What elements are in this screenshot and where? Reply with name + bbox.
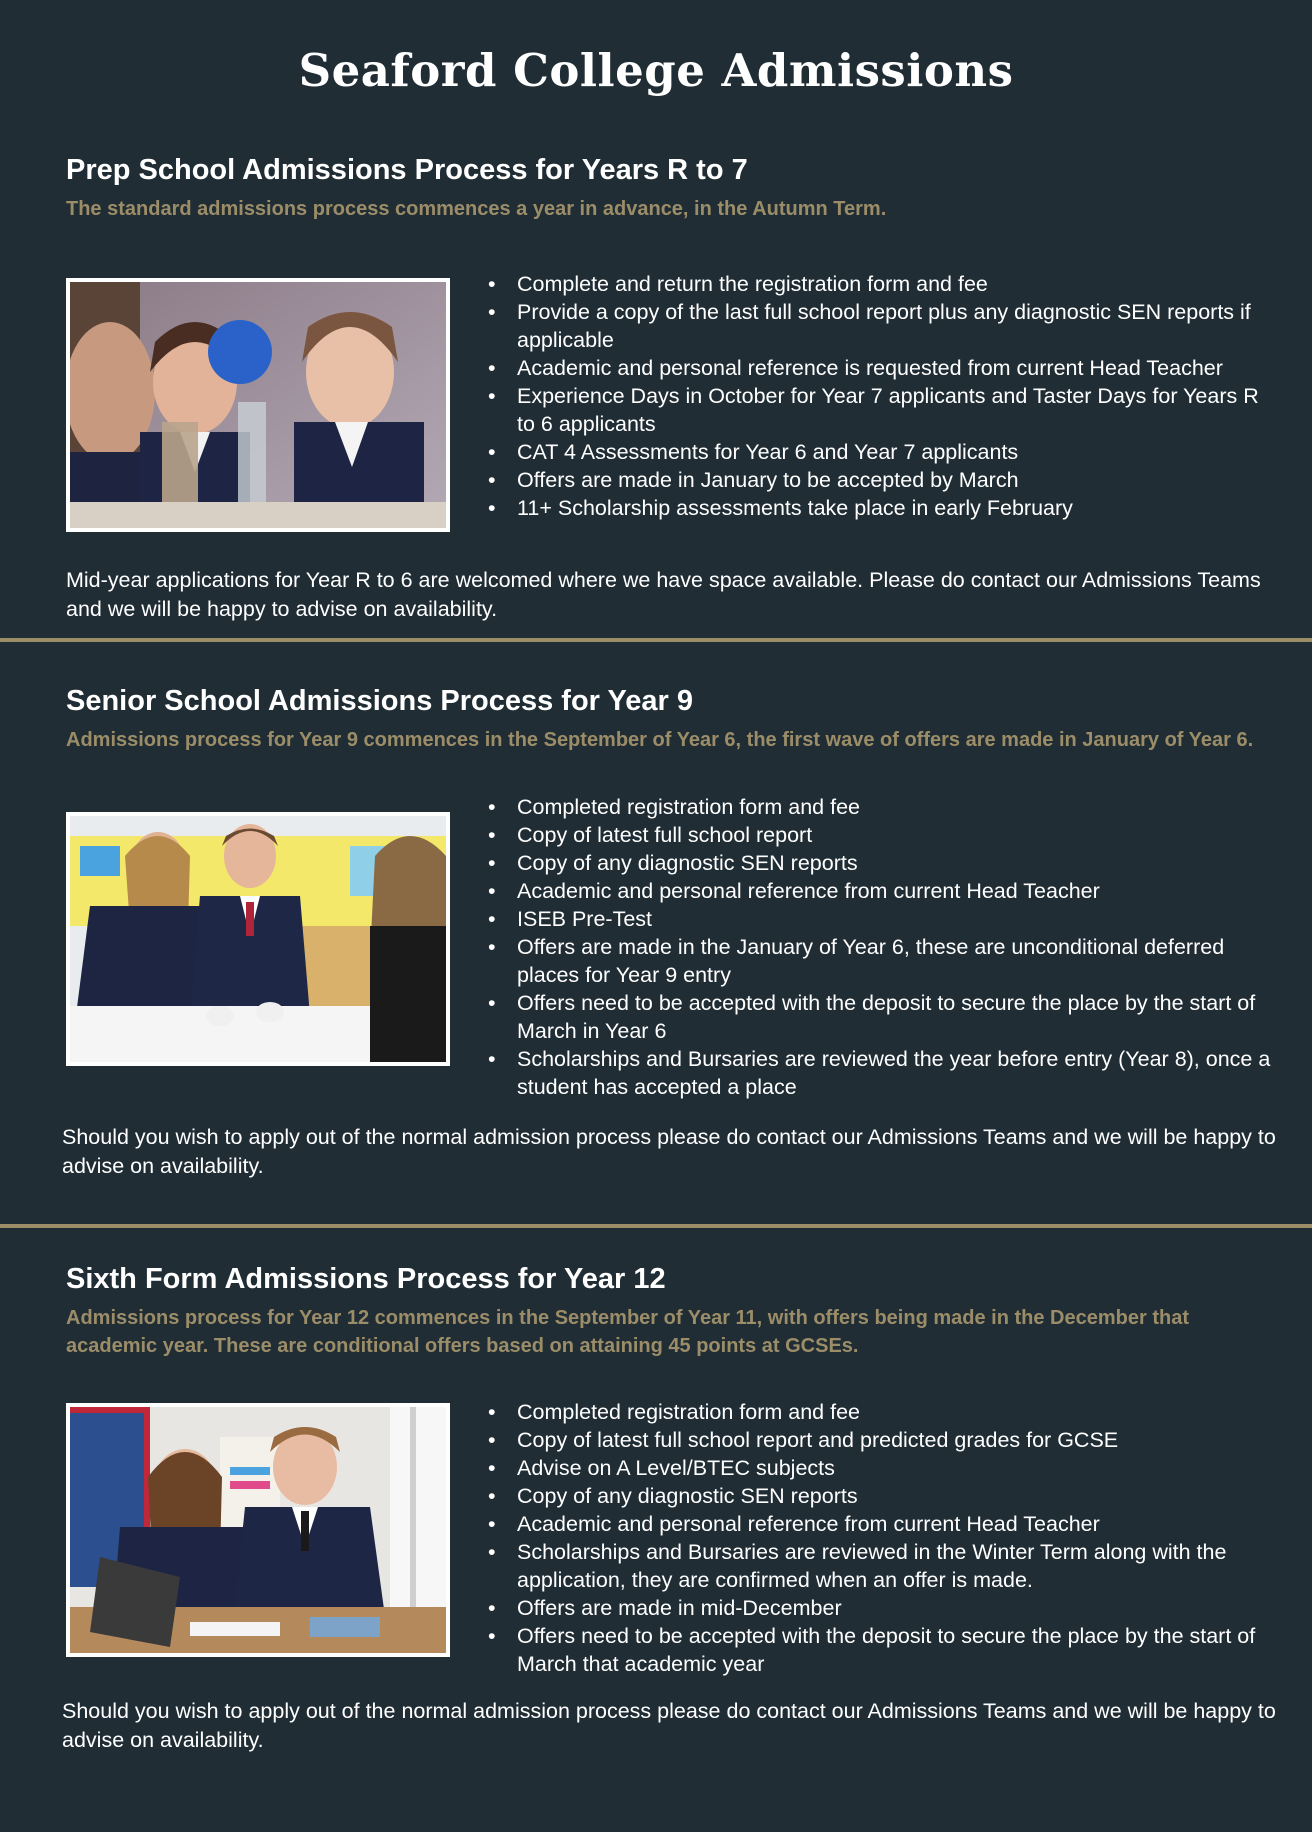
- prep-students-science-photo: [66, 278, 450, 532]
- list-item: • Advise on A Level/BTEC subjects: [486, 1454, 1276, 1482]
- page-title: Seaford College Admissions: [298, 44, 1014, 97]
- section-subtitle: The standard admissions process commences a year in advance, in the Autumn Term.: [66, 198, 887, 220]
- list-item: • Academic and personal reference is requested from current Head Teacher: [486, 354, 1276, 382]
- section-heading: Senior School Admissions Process for Year 9: [66, 685, 693, 717]
- list-item: • CAT 4 Assessments for Year 6 and Year 7 applicants: [486, 438, 1276, 466]
- list-item: • ISEB Pre-Test: [486, 905, 1276, 933]
- list-item: • Copy of latest full school report: [486, 821, 1276, 849]
- list-item: • Scholarships and Bursaries are reviewed in the Winter Term along with the application, they are confirmed when an offer is made.: [486, 1538, 1276, 1594]
- section-subtitle: Admissions process for Year 9 commences in the September of Year 6, the first wave of offers are made in January of Year 6.: [66, 729, 1254, 751]
- section-divider: [0, 638, 1312, 642]
- prep-requirements-list: [486, 270, 1276, 522]
- list-item: • Copy of any diagnostic SEN reports: [486, 1482, 1276, 1510]
- list-item: • 11+ Scholarship assessments take place in early February: [486, 494, 1276, 522]
- section-note: Mid-year applications for Year R to 6 are welcomed where we have space available. Please do contact our Admissions Teams and we will be happy to advise on availability.: [66, 568, 1261, 621]
- list-item: • Complete and return the registration form and fee: [486, 270, 1276, 298]
- list-item: • Offers need to be accepted with the deposit to secure the place by the start of March that academic year: [486, 1622, 1276, 1678]
- section-note: Should you wish to apply out of the normal admission process please do contact our Admissions Teams and we will be happy to advise on availability.: [62, 1699, 1276, 1752]
- section-divider: [0, 1224, 1312, 1228]
- list-item: • Copy of latest full school report and predicted grades for GCSE: [486, 1426, 1276, 1454]
- section-heading: Sixth Form Admissions Process for Year 12: [66, 1263, 666, 1295]
- list-item: • Academic and personal reference from current Head Teacher: [486, 877, 1276, 905]
- list-item: • Offers are made in the January of Year 6, these are unconditional deferred places for Year 9 entry: [486, 933, 1276, 989]
- section-note: Should you wish to apply out of the normal admission process please do contact our Admissions Teams and we will be happy to advise on availability.: [62, 1125, 1276, 1178]
- list-item: • Provide a copy of the last full school report plus any diagnostic SEN reports if applicable: [486, 298, 1276, 354]
- section-heading: Prep School Admissions Process for Years R to 7: [66, 154, 748, 186]
- list-item: • Completed registration form and fee: [486, 793, 1276, 821]
- sixth-form-students-tablet-photo: [66, 1403, 450, 1657]
- section-subtitle: Admissions process for Year 12 commences in the September of Year 11, with offers being made in the December that academic year. These are conditional offers based on attaining 45 points at GCSEs.: [66, 1307, 1189, 1357]
- list-item: • Completed registration form and fee: [486, 1398, 1276, 1426]
- list-item: • Copy of any diagnostic SEN reports: [486, 849, 1276, 877]
- list-item: • Offers are made in January to be accepted by March: [486, 466, 1276, 494]
- list-item: • Scholarships and Bursaries are reviewed the year before entry (Year 8), once a student has accepted a place: [486, 1045, 1276, 1101]
- senior-students-classroom-photo: [66, 812, 450, 1066]
- senior-requirements-list: [486, 793, 1276, 1101]
- list-item: • Offers need to be accepted with the deposit to secure the place by the start of March in Year 6: [486, 989, 1276, 1045]
- sixth-form-requirements-list: [486, 1398, 1276, 1678]
- list-item: • Academic and personal reference from current Head Teacher: [486, 1510, 1276, 1538]
- list-item: • Experience Days in October for Year 7 applicants and Taster Days for Years R to 6 applicants: [486, 382, 1276, 438]
- list-item: • Offers are made in mid-December: [486, 1594, 1276, 1622]
